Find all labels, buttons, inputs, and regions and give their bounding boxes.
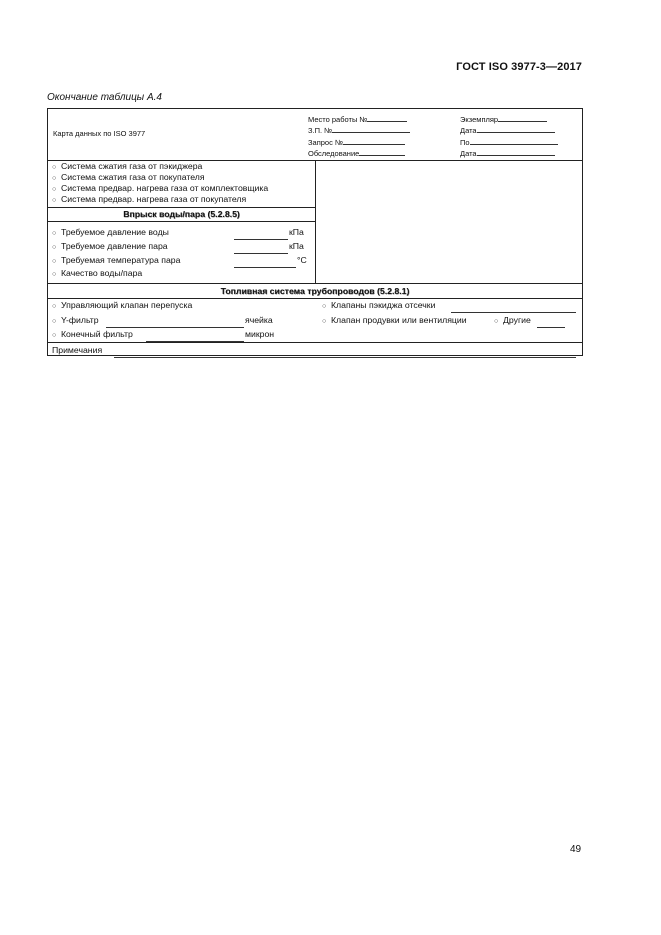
steam-pressure-unit: кПа (289, 241, 304, 251)
notes-label: Примечания (52, 345, 103, 355)
meta-date2: Дата (460, 148, 477, 158)
meta-job: Место работы № (308, 115, 368, 124)
radio-icon: ○ (52, 318, 57, 325)
by-field[interactable] (470, 137, 558, 145)
other-row[interactable]: ○ Другие (494, 315, 531, 325)
document-code: ГОСТ ISO 3977-3—2017 (456, 61, 582, 73)
card-header (48, 109, 582, 161)
final-filter-unit: микрон (245, 329, 275, 339)
meta-order: З.П. № (308, 126, 333, 136)
notes-field[interactable] (114, 350, 576, 358)
option-gas-preheat-assembler[interactable]: ○ Система предвар. нагрева газа от комплектовщика (52, 183, 269, 193)
data-card-table (47, 108, 583, 356)
water-pressure-field[interactable] (234, 232, 288, 240)
final-filter-field[interactable] (146, 334, 244, 342)
meta-request: Запрос № (308, 137, 343, 147)
meta-right (460, 114, 558, 159)
steam-pressure-field[interactable] (234, 246, 288, 254)
y-filter-row[interactable]: ○ Y-фильтр (52, 315, 99, 325)
steam-temperature-field[interactable] (234, 260, 296, 268)
steam-temperature-row[interactable]: ○ Требуемая температура пара (52, 255, 181, 265)
meta-by: По (460, 137, 470, 147)
radio-icon: ○ (322, 303, 327, 310)
radio-icon: ○ (494, 318, 499, 325)
shutoff-valves-row[interactable]: ○ Клапаны пэкиджа отсечки (322, 300, 436, 310)
shutoff-valves-field[interactable] (451, 305, 576, 313)
y-filter-field[interactable] (106, 320, 244, 328)
column-divider (315, 160, 316, 284)
meta-date1: Дата (460, 126, 477, 136)
other-field[interactable] (537, 320, 565, 328)
radio-icon: ○ (52, 332, 57, 339)
steam-pressure-row[interactable]: ○ Требуемое давление пара (52, 241, 168, 251)
copy-field[interactable] (498, 114, 547, 122)
option-gas-preheat-buyer[interactable]: ○ Система предвар. нагрева газа от покупателя (52, 194, 247, 204)
order-field[interactable] (332, 125, 410, 133)
radio-icon: ○ (52, 186, 57, 193)
water-pressure-unit: кПа (289, 227, 304, 237)
meta-mid (308, 114, 410, 159)
steam-temperature-unit: °C (297, 255, 307, 265)
meta-copy: Экземпляр (460, 115, 499, 124)
radio-icon: ○ (52, 258, 57, 265)
radio-icon: ○ (52, 164, 57, 171)
page-number: 49 (570, 844, 582, 855)
notes-divider (48, 342, 582, 343)
radio-icon: ○ (52, 197, 57, 204)
option-gas-compression-buyer[interactable]: ○ Система сжатия газа от покупателя (52, 172, 205, 182)
radio-icon: ○ (52, 230, 57, 237)
bypass-valve-row[interactable]: ○ Управляющий клапан перепуска (52, 300, 193, 310)
survey-field[interactable] (359, 148, 405, 156)
water-section-heading: Впрыск воды/пара (5.2.8.5) (48, 207, 315, 222)
radio-icon: ○ (52, 244, 57, 251)
date2-field[interactable] (477, 148, 555, 156)
option-gas-compression-packager[interactable]: ○ Система сжатия газа от пэкиджера (52, 161, 203, 171)
date1-field[interactable] (477, 125, 555, 133)
radio-icon: ○ (322, 318, 327, 325)
radio-icon: ○ (52, 303, 57, 310)
water-quality-row[interactable]: ○ Качество воды/пара (52, 268, 143, 278)
meta-survey: Обследование (308, 148, 360, 158)
request-field[interactable] (343, 137, 405, 145)
radio-icon: ○ (52, 175, 57, 182)
purge-valve-row[interactable]: ○ Клапан продувки или вентиляции (322, 315, 467, 325)
final-filter-row[interactable]: ○ Конечный фильтр (52, 329, 133, 339)
radio-icon: ○ (52, 271, 57, 278)
fuel-section-heading: Топливная система трубопроводов (5.2.8.1) (48, 283, 582, 299)
table-caption: Окончание таблицы А.4 (47, 92, 162, 103)
job-field[interactable] (367, 114, 407, 122)
water-pressure-row[interactable]: ○ Требуемое давление воды (52, 227, 169, 237)
card-title: Карта данных по ISO 3977 (53, 129, 146, 138)
y-filter-unit: ячейка (245, 315, 273, 325)
